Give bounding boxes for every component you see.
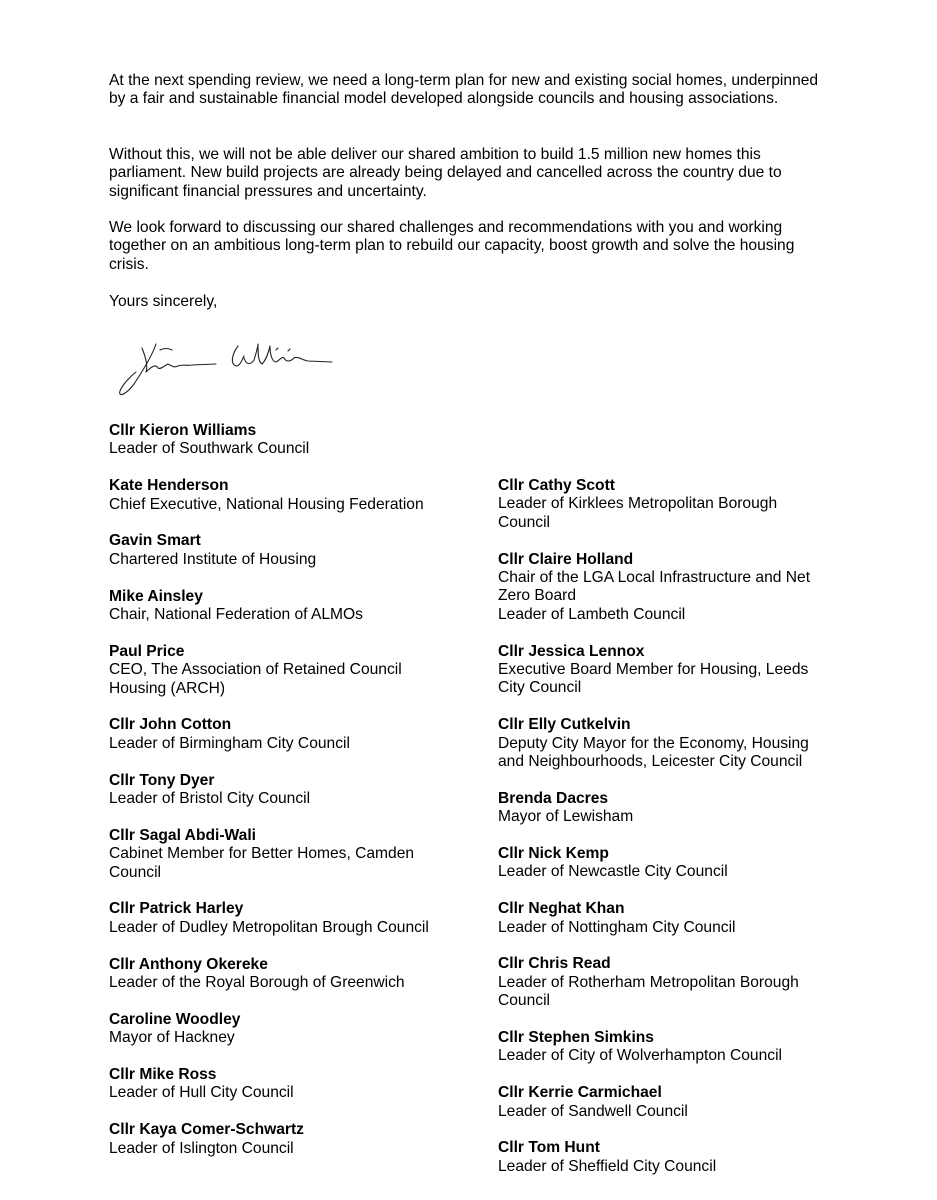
signatory-name: Cllr Anthony Okereke	[109, 955, 268, 973]
signatory-name: Cllr Kerrie Carmichael	[498, 1084, 662, 1102]
signatory-role: CEO, The Association of Retained Council Housing (ARCH)	[109, 661, 402, 697]
signatory-name: Cllr Tony Dyer	[109, 771, 215, 789]
signatory-name: Cllr Nick Kemp	[498, 845, 609, 863]
signatory-role: Leader of Sheffield City Council	[498, 1157, 717, 1175]
signatory-role: Chair of the LGA Local Infrastructure and Net Zero Board Leader of Lambeth Council	[498, 569, 811, 623]
signatory-name: Cllr Sagal Abdi-Wali	[109, 826, 256, 844]
signatory-role: Leader of Dudley Metropolitan Brough Council	[109, 918, 429, 936]
signatory-chris-read	[498, 955, 838, 1010]
signatory-mike-ainsley	[109, 588, 469, 625]
signatory-brenda-dacres	[498, 790, 838, 827]
signatory-kieron-williams	[109, 422, 469, 459]
signatory-role: Deputy City Mayor for the Economy, Housing and Neighbourhoods, Leicester City Council	[498, 734, 809, 771]
signatory-name: Cllr Cathy Scott	[498, 477, 615, 494]
signatory-name: Cllr Elly Cutkelvin	[498, 716, 631, 734]
handwritten-signature	[112, 336, 342, 406]
signatory-tony-dyer	[109, 772, 469, 809]
signatory-name: Cllr Patrick Harley	[109, 900, 244, 918]
signatory-name: Cllr Neghat Khan	[498, 900, 625, 918]
signatory-name: Gavin Smart	[109, 532, 201, 550]
signatory-anthony-okereke	[109, 956, 469, 993]
signatory-role: Executive Board Member for Housing, Leeds City Council	[498, 661, 809, 697]
signatory-role: Chair, National Federation of ALMOs	[109, 606, 363, 624]
signatory-name: Cllr Kaya Comer-Schwartz	[109, 1121, 304, 1139]
signatory-role: Leader of City of Wolverhampton Council	[498, 1047, 783, 1065]
signatory-role: Leader of Hull City Council	[109, 1084, 294, 1102]
signatory-name: Cllr Stephen Simkins	[498, 1029, 654, 1047]
signatory-mike-ross	[109, 1066, 469, 1103]
signatory-cathy-scott	[498, 477, 838, 532]
signatory-gavin-smart	[109, 532, 469, 569]
signatory-claire-holland	[498, 551, 838, 625]
signatories-right-column	[498, 477, 838, 1195]
signatory-name: Brenda Dacres	[498, 789, 609, 807]
signatory-role: Cabinet Member for Better Homes, Camden Council	[109, 845, 415, 881]
signatory-name: Cllr Claire Holland	[498, 550, 634, 568]
closing-salutation: Yours sincerely,	[109, 293, 218, 310]
signatory-kaya-comer-schwartz	[109, 1121, 469, 1158]
signatory-elly-cutkelvin	[498, 716, 838, 771]
signatory-role: Leader of Nottingham City Council	[498, 918, 736, 936]
signatory-role: Leader of Rotherham Metropolitan Borough Council	[498, 973, 799, 1010]
signatory-john-cotton	[109, 716, 469, 753]
body-paragraph-look-forward: We look forward to discussing our shared challenges and recommendations with you and working together on an ambitious long-term plan to rebuild our capacity, boost growth and solve the housing crisis.	[109, 219, 795, 273]
signatory-name: Caroline Woodley	[109, 1010, 241, 1028]
signatory-role: Mayor of Lewisham	[498, 808, 634, 826]
signatory-role: Leader of Bristol City Council	[109, 790, 311, 808]
signatory-role: Mayor of Hackney	[109, 1029, 235, 1047]
signatory-role: Leader of Newcastle City Council	[498, 863, 728, 881]
signatory-name: Cllr Chris Read	[498, 955, 611, 973]
signatory-stephen-simkins	[498, 1029, 838, 1066]
body-paragraph-spending-review: At the next spending review, we need a long-term plan for new and existing social homes, underpinned by a fair and sustainable financial model developed alongside councils and housing associations.	[109, 72, 819, 108]
signatory-paul-price	[109, 643, 469, 698]
signatory-name: Cllr Jessica Lennox	[498, 642, 645, 660]
signatory-nick-kemp	[498, 845, 838, 882]
signatory-role: Chief Executive, National Housing Federation	[109, 495, 424, 513]
signatory-name: Paul Price	[109, 642, 185, 660]
signatory-kate-henderson	[109, 477, 469, 514]
signatory-neghat-khan	[498, 900, 838, 937]
signatory-tom-hunt	[498, 1139, 838, 1176]
signatory-sagal-abdi-wali	[109, 827, 469, 882]
signatory-role: Leader of Sandwell Council	[498, 1102, 688, 1120]
signatory-role: Leader of Kirklees Metropolitan Borough Council	[498, 495, 778, 531]
signatory-patrick-harley	[109, 900, 469, 937]
signatories-left-column	[109, 422, 469, 1176]
signatory-name: Mike Ainsley	[109, 587, 203, 605]
signatory-jessica-lennox	[498, 643, 838, 698]
signatory-name: Kate Henderson	[109, 477, 229, 495]
signatory-kerrie-carmichael	[498, 1084, 838, 1121]
signatory-role: Leader of the Royal Borough of Greenwich	[109, 974, 405, 992]
signatory-role: Leader of Islington Council	[109, 1139, 294, 1157]
signatory-role: Leader of Southwark Council	[109, 440, 310, 458]
body-paragraph-ambition: Without this, we will not be able deliver our shared ambition to build 1.5 million new homes this parliament. New build projects are already being delayed and cancelled across the country due to significant financial pressures and uncertainty.	[109, 146, 782, 200]
signatory-role: Chartered Institute of Housing	[109, 550, 317, 568]
signatory-name: Cllr Kieron Williams	[109, 422, 257, 439]
signatory-name: Cllr Mike Ross	[109, 1066, 217, 1084]
signatory-caroline-woodley	[109, 1011, 469, 1048]
signatory-name: Cllr John Cotton	[109, 716, 232, 734]
signatory-role: Leader of Birmingham City Council	[109, 734, 350, 752]
signatory-name: Cllr Tom Hunt	[498, 1139, 600, 1157]
